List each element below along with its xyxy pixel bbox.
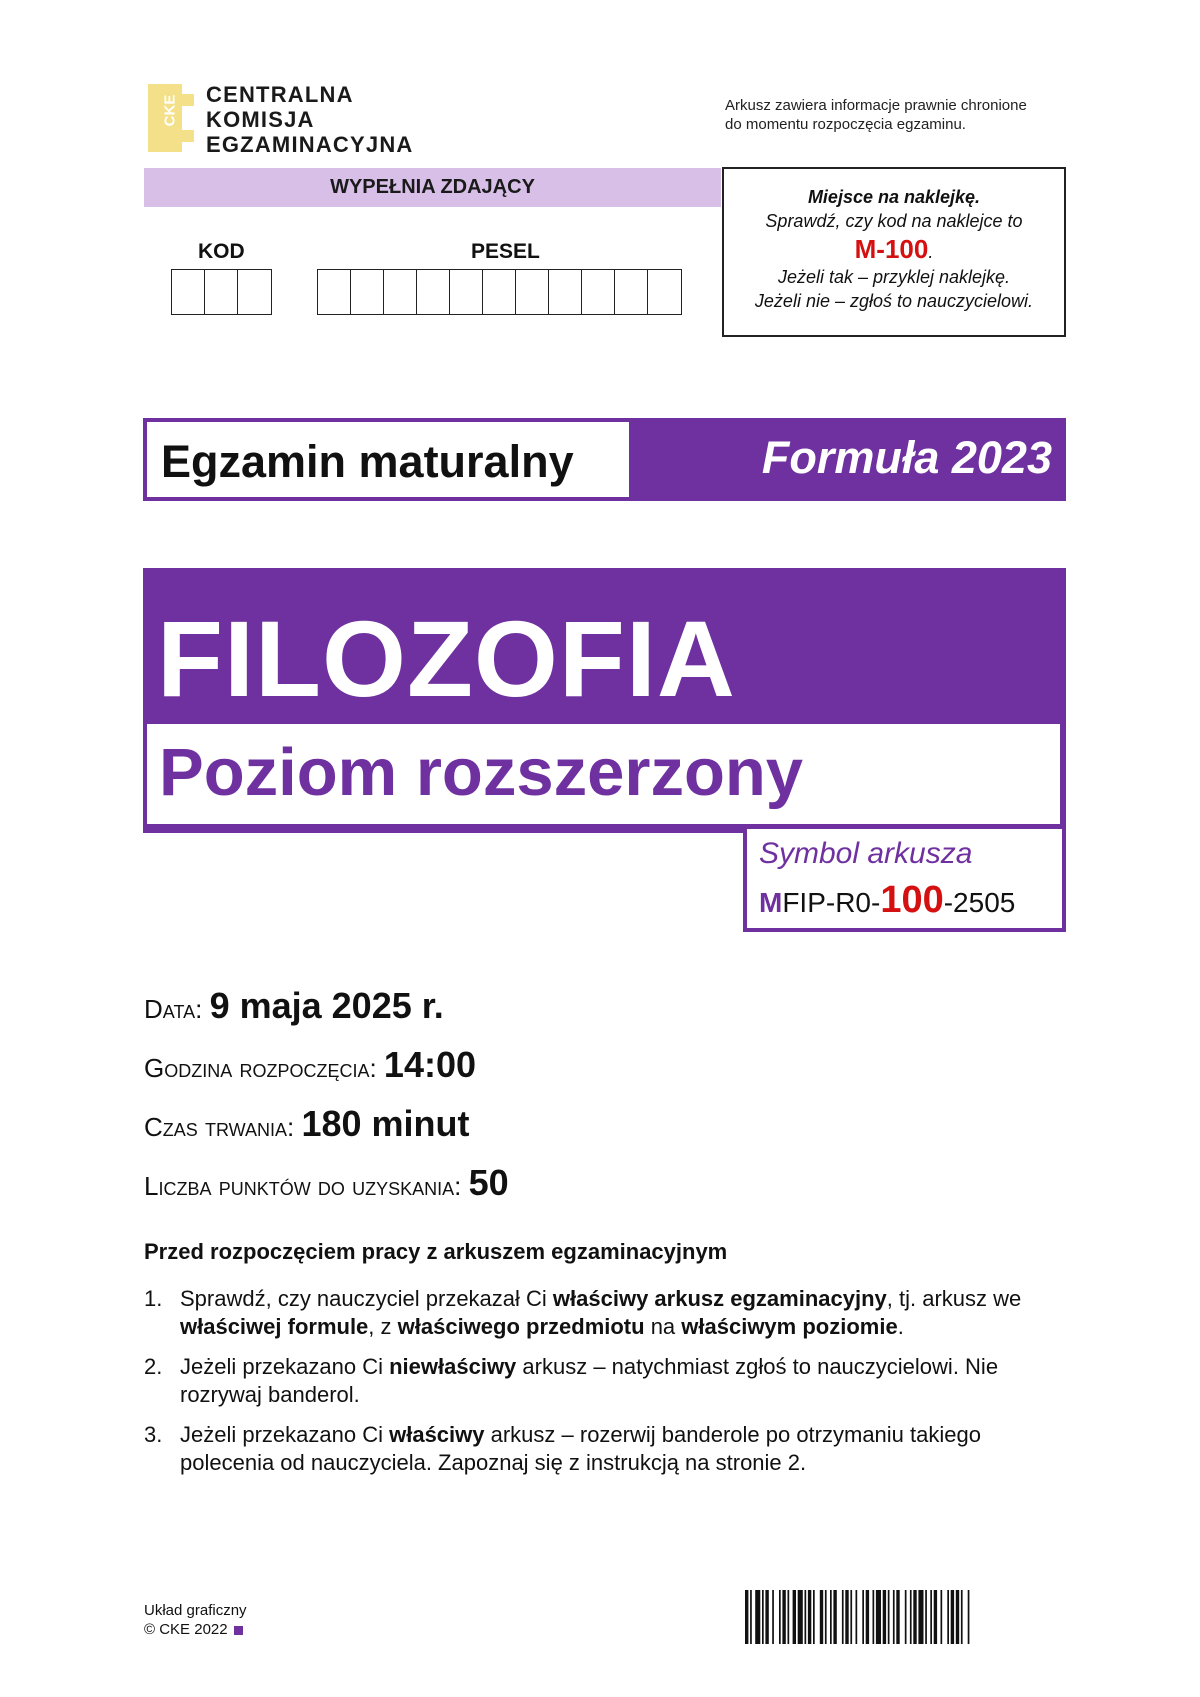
pesel-label: PESEL — [471, 240, 540, 263]
cke-mini-icon — [234, 1626, 243, 1635]
pesel-box[interactable] — [615, 270, 648, 314]
info-points-value: 50 — [468, 1162, 509, 1203]
instruction-number: 2. — [144, 1354, 163, 1379]
sticker-placeholder[interactable] — [722, 167, 1066, 337]
sticker-check-text: Sprawdź, czy kod na naklejce to — [765, 211, 1023, 231]
instruction-text: właściwy — [389, 1422, 485, 1447]
instruction-text: właściwy arkusz egzaminacyjny — [552, 1286, 887, 1311]
logo-mark-bar — [182, 84, 194, 152]
pesel-box[interactable] — [450, 270, 483, 314]
pesel-boxes[interactable] — [317, 269, 682, 315]
instruction-text: właściwym poziomie — [681, 1314, 898, 1339]
instruction-text: na — [644, 1314, 682, 1339]
sheet-symbol-code — [759, 879, 1015, 922]
pesel-box[interactable] — [549, 270, 582, 314]
instruction-number: 1. — [144, 1286, 163, 1311]
footer-copyright: © CKE 2022 — [144, 1621, 228, 1638]
instruction-item — [144, 1421, 1044, 1477]
subject-level: Poziom rozszerzony — [159, 735, 804, 810]
kod-label: KOD — [198, 240, 245, 263]
kod-boxes[interactable] — [171, 269, 272, 315]
exam-formula: Formuła 2023 — [761, 432, 1052, 483]
instruction-text: właściwej formule — [180, 1314, 369, 1339]
info-duration-value: 180 minut — [301, 1103, 470, 1144]
instruction-text: Jeżeli przekazano Ci — [180, 1354, 390, 1379]
pesel-box[interactable] — [417, 270, 450, 314]
info-date-value: 9 maja 2025 r. — [209, 985, 444, 1026]
pesel-box[interactable] — [483, 270, 516, 314]
sticker-code-suffix: . — [928, 242, 934, 262]
pesel-box[interactable] — [582, 270, 615, 314]
instruction-text: , z — [368, 1314, 398, 1339]
kod-box[interactable] — [205, 270, 238, 314]
info-start-value: 14:00 — [383, 1044, 476, 1085]
fill-by-candidate-band: WYPEŁNIA ZDAJĄCY — [144, 168, 721, 207]
instruction-number: 3. — [144, 1422, 163, 1447]
sticker-title: Miejsce na naklejkę. — [807, 187, 981, 207]
instruction-item — [144, 1285, 1044, 1341]
pesel-box[interactable] — [648, 270, 681, 314]
info-start-label: Godzina rozpoczęcia: — [144, 1053, 377, 1083]
cke-logo-text — [206, 82, 414, 157]
info-duration — [144, 1103, 470, 1145]
instructions-heading: Przed rozpoczęciem pracy z arkuszem egzaminacyjnym — [144, 1239, 728, 1264]
exam-title-white-panel — [147, 422, 629, 497]
protected-info-notice — [725, 96, 1027, 134]
instruction-item — [144, 1353, 1044, 1409]
symbol-code-m: M — [759, 887, 783, 918]
instruction-text: Jeżeli przekazano Ci — [180, 1422, 390, 1447]
info-points — [144, 1162, 509, 1204]
notice-line-2: do momentu rozpoczęcia egzaminu. — [725, 116, 966, 133]
instruction-text: , tj. arkusz we — [886, 1286, 1022, 1311]
symbol-code-suffix: -2505 — [943, 887, 1016, 918]
sheet-symbol-box — [743, 829, 1066, 932]
sticker-line-no: Jeżeli nie – zgłoś to nauczycielowi. — [754, 291, 1034, 311]
level-panel — [147, 724, 1060, 824]
instructions-list — [144, 1285, 1044, 1489]
footer-credit — [144, 1601, 247, 1639]
sticker-line-yes: Jeżeli tak – przyklej naklejkę. — [777, 267, 1011, 287]
instruction-text: arkusz – rozerwij banderole po otrzymaniu takiego polecenia od nauczyciela. Zapoznaj się z instrukcją na stronie 2. — [180, 1422, 981, 1475]
pesel-box[interactable] — [318, 270, 351, 314]
info-date — [144, 985, 444, 1027]
logo-line-1: CENTRALNA — [206, 82, 354, 107]
subject-band — [143, 568, 1066, 833]
instruction-text: niewłaściwy — [389, 1354, 517, 1379]
sticker-code: M-100 — [854, 234, 929, 264]
footer-line-1: Układ graficzny — [144, 1602, 247, 1619]
logo-line-2: KOMISJA — [206, 107, 315, 132]
instruction-text: właściwego przedmiotu — [397, 1314, 645, 1339]
cke-logo-mark — [148, 84, 194, 152]
symbol-code-number: 100 — [880, 879, 944, 921]
symbol-code-prefix: FIP-R0- — [782, 887, 881, 918]
exam-title-band — [143, 418, 1066, 501]
kod-box[interactable] — [238, 270, 271, 314]
info-date-label: Data: — [144, 994, 203, 1024]
info-start — [144, 1044, 476, 1086]
notice-line-1: Arkusz zawiera informacje prawnie chronione — [725, 97, 1027, 114]
footer-line-2 — [144, 1620, 247, 1639]
instruction-text: . — [897, 1314, 904, 1339]
instruction-text: arkusz – natychmiast zgłoś to nauczycielowi. Nie rozrywaj banderol. — [180, 1354, 999, 1407]
subject-name: FILOZOFIA — [157, 598, 736, 719]
barcode-icon — [745, 1590, 1050, 1644]
exam-title: Egzamin maturalny — [161, 436, 574, 487]
kod-box[interactable] — [172, 270, 205, 314]
logo-line-3: EGZAMINACYJNA — [206, 132, 414, 157]
pesel-box[interactable] — [516, 270, 549, 314]
instruction-text: Sprawdź, czy nauczyciel przekazał Ci — [180, 1286, 553, 1311]
info-duration-label: Czas trwania: — [144, 1112, 295, 1142]
sheet-symbol-label: Symbol arkusza — [759, 837, 973, 870]
info-points-label: Liczba punktów do uzyskania: — [144, 1171, 462, 1201]
pesel-box[interactable] — [351, 270, 384, 314]
logo-mark-text: CKE — [161, 94, 179, 127]
pesel-box[interactable] — [384, 270, 417, 314]
